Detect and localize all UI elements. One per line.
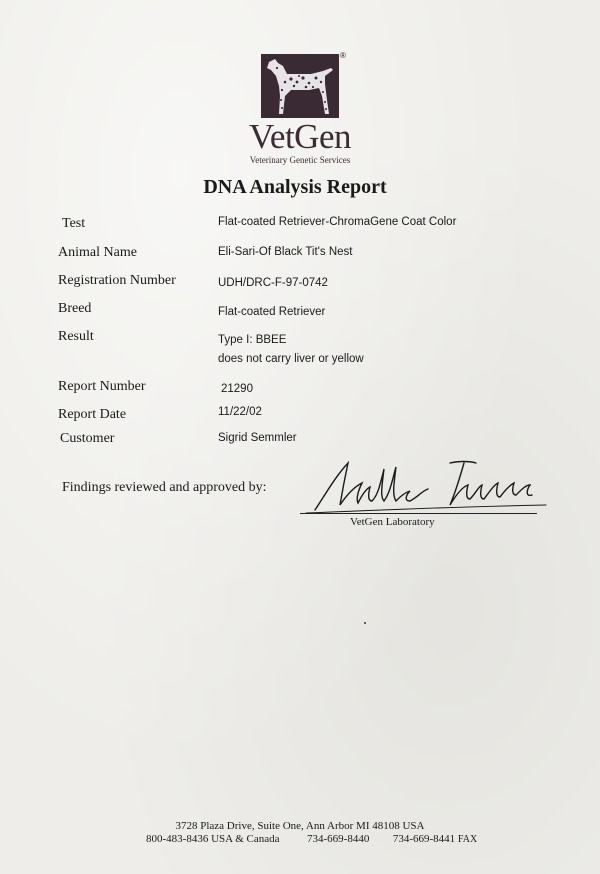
brand-tagline: Veterinary Genetic Services [249, 155, 351, 165]
handwritten-signature [300, 455, 550, 515]
footer-fax: 734-669-8441 [392, 833, 456, 845]
customer-label: Customer [60, 431, 115, 446]
brand-name: VetGen [249, 117, 351, 156]
customer-value: Sigrid Semmler [218, 432, 297, 444]
footer-phone2: 734-669-8440 [307, 833, 370, 845]
report-title: DNA Analysis Report [203, 176, 387, 198]
footer-fax-label: FAX [457, 834, 478, 845]
dog-logo-icon [261, 54, 339, 118]
result-value: Type I: BBEE [218, 334, 287, 346]
report-date-label: Report Date [58, 407, 127, 422]
test-value: Flat-coated Retriever-ChromaGene Coat Color [218, 216, 457, 228]
paper-speck [364, 622, 366, 624]
animal-name-value: Eli-Sari-Of Black Tit's Nest [218, 246, 353, 258]
test-label: Test [62, 216, 86, 231]
registered-mark: ® [340, 51, 346, 60]
footer-address: 3728 Plaza Drive, Suite One, Ann Arbor MI 48108 USA [175, 820, 425, 832]
footer-phone: 800-483-8436 USA & Canada [146, 833, 280, 845]
registration-number-label: Registration Number [58, 273, 176, 288]
report-number-label: Report Number [58, 379, 146, 394]
result-detail: does not carry liver or yellow [218, 353, 364, 365]
breed-label: Breed [58, 301, 92, 316]
breed-value: Flat-coated Retriever [218, 306, 326, 318]
approval-text: Findings reviewed and approved by: [62, 480, 267, 495]
footer-contact [146, 833, 477, 845]
report-date-value: 11/22/02 [218, 406, 262, 418]
result-label: Result [58, 329, 94, 344]
report-number-value: 21290 [221, 383, 253, 395]
signature-line [300, 513, 537, 514]
animal-name-label: Animal Name [58, 245, 137, 260]
signature-label: VetGen Laboratory [350, 516, 435, 528]
registration-number-value: UDH/DRC-F-97-0742 [218, 277, 328, 289]
